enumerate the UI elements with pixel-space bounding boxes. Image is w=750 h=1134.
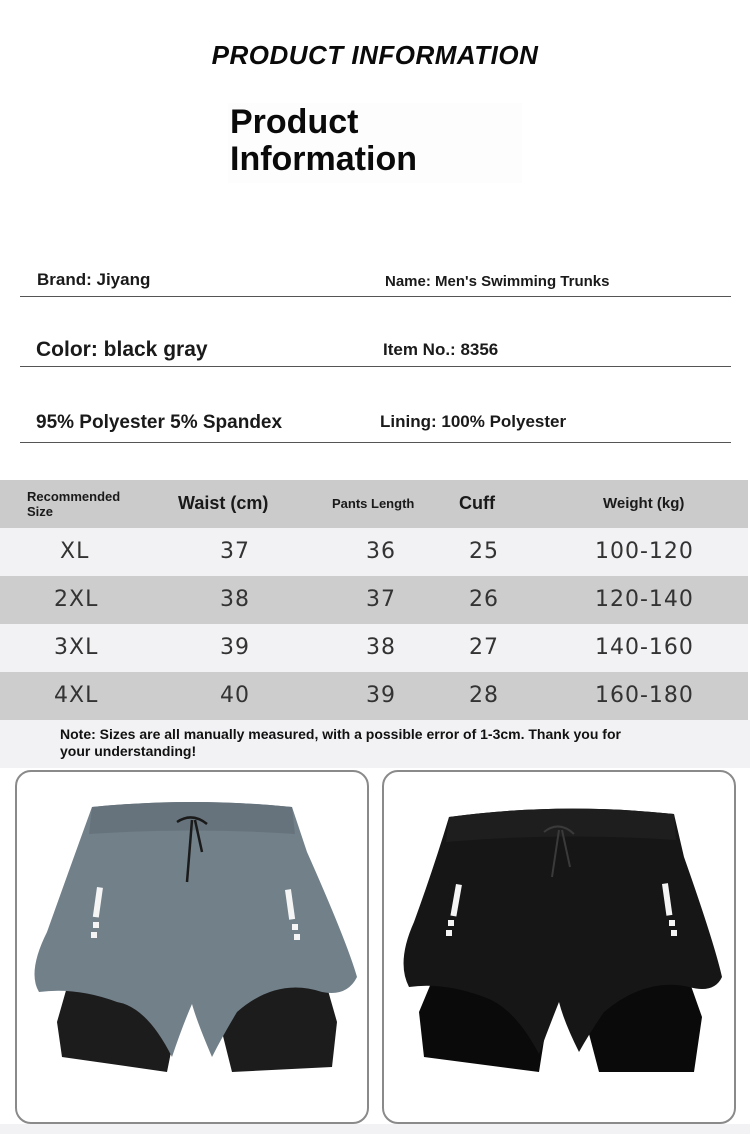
cell-weight: 120-140 xyxy=(595,587,694,612)
black-shorts-image xyxy=(384,772,734,1122)
header-weight: Weight (kg) xyxy=(603,495,685,512)
cell-waist: 37 xyxy=(220,539,250,564)
section-heading xyxy=(230,104,417,178)
cell-length: 37 xyxy=(366,587,396,612)
cell-weight: 140-160 xyxy=(595,635,694,660)
bottom-strip xyxy=(0,1124,750,1134)
product-name-label: Name: Men's Swimming Trunks xyxy=(385,273,610,290)
header-waist: Waist (cm) xyxy=(178,493,269,513)
lining-label: Lining: 100% Polyester xyxy=(380,412,567,431)
table-row xyxy=(0,624,748,672)
cell-waist: 40 xyxy=(220,683,250,708)
page-title: PRODUCT INFORMATION xyxy=(211,40,539,70)
product-photo-gray xyxy=(15,770,369,1124)
cell-waist: 38 xyxy=(220,587,250,612)
size-chart-table xyxy=(0,480,750,768)
info-row-material xyxy=(20,398,731,443)
cell-length: 38 xyxy=(366,635,396,660)
cell-cuff: 26 xyxy=(469,587,499,612)
cell-weight: 160-180 xyxy=(595,683,694,708)
size-note xyxy=(0,720,750,768)
info-row-brand xyxy=(20,255,731,297)
cell-cuff: 25 xyxy=(469,539,499,564)
cell-size: 2XL xyxy=(54,587,99,612)
cell-size: 3XL xyxy=(54,635,99,660)
info-row-color xyxy=(20,325,731,367)
header-size: Recommended Size xyxy=(27,489,121,519)
table-row xyxy=(0,528,748,576)
gray-shorts-image xyxy=(17,772,367,1122)
color-label: Color: black gray xyxy=(36,338,208,361)
product-photo-black xyxy=(382,770,736,1124)
table-row xyxy=(0,672,748,720)
item-number-label: Item No.: 8356 xyxy=(383,340,499,359)
cell-size: 4XL xyxy=(54,683,99,708)
cell-waist: 39 xyxy=(220,635,250,660)
section-heading-line1: Product xyxy=(230,103,359,141)
size-note-text: Note: Sizes are all manually measured, with a possible error of 1-3cm. Thank you for your understanding! xyxy=(60,726,621,759)
cell-size: XL xyxy=(60,539,90,564)
brand-label: Brand: Jiyang xyxy=(37,270,151,289)
cell-length: 36 xyxy=(366,539,396,564)
cell-cuff: 28 xyxy=(469,683,499,708)
cell-weight: 100-120 xyxy=(595,539,694,564)
table-row xyxy=(0,576,748,624)
header-cuff: Cuff xyxy=(459,493,495,513)
section-heading-line2: Information xyxy=(230,140,417,178)
size-table-header xyxy=(0,480,748,528)
header-pants-length: Pants Length xyxy=(332,496,415,511)
cell-cuff: 27 xyxy=(469,635,499,660)
cell-length: 39 xyxy=(366,683,396,708)
material-label: 95% Polyester 5% Spandex xyxy=(36,412,283,433)
